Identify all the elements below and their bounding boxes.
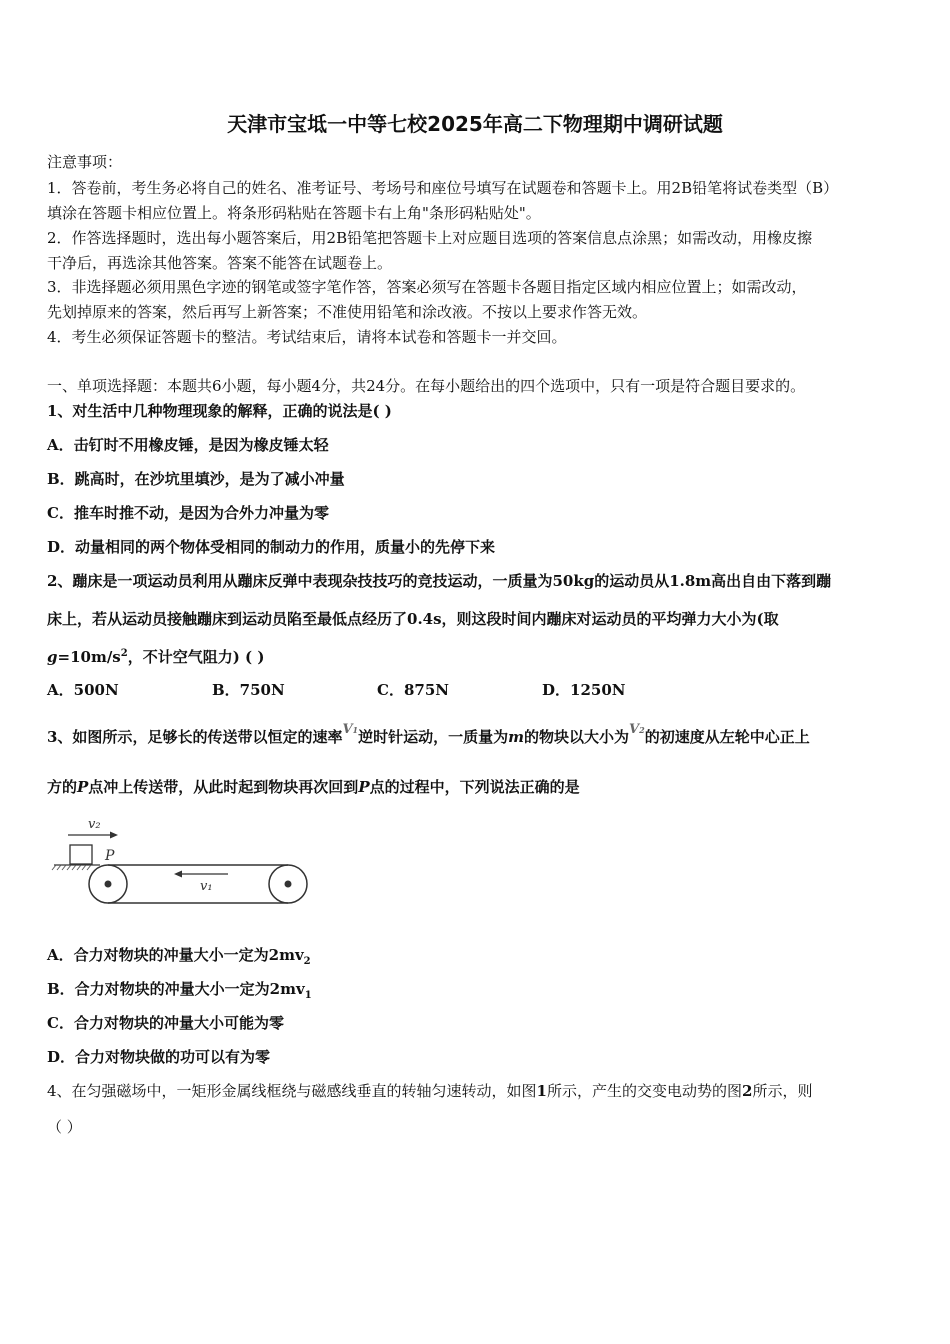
notice-line: 干净后，再选涂其他答案。答案不能答在试题卷上。 (47, 254, 393, 272)
v1-label: v₁ (200, 879, 213, 894)
v1-symbol: V1 (342, 722, 359, 737)
page-title: 天津市宝坻一中等七校2025年高二下物理期中调研试题 (227, 112, 723, 136)
q3-text: 逆时针运动，一质量为 (358, 728, 509, 746)
q2-option-a: A．500N (47, 681, 119, 699)
q1-option-a: A．击钉时不用橡皮锤，是因为橡皮锤太轻 (47, 436, 329, 454)
v1-arrowhead (174, 871, 182, 878)
m-symbol: m (508, 728, 525, 746)
q2-option-c: C．875N (377, 681, 449, 699)
g-symbol: g (47, 648, 58, 666)
v2-label: v₂ (88, 817, 101, 832)
question-3-line (47, 722, 810, 749)
question-1-stem: 1、对生活中几种物理现象的解释，正确的说法是( ) (47, 402, 392, 420)
question-4-line: 4、在匀强磁场中，一矩形金属线框绕与磁感线垂直的转轴匀速转动，如图1所示，产生的交变电动势的图2所示，则 (47, 1082, 813, 1100)
q1-option-c: C．推车时推不动，是因为合外力冲量为零 (47, 504, 329, 522)
left-wheel-axle (105, 881, 112, 888)
v2-arrowhead (110, 832, 118, 839)
right-wheel-axle (285, 881, 292, 888)
notice-line: 填涂在答题卡相应位置上。将条形码粘贴在答题卡右上角"条形码粘贴处"。 (47, 204, 541, 222)
notice-line: 先划掉原来的答案，然后再写上新答案；不准使用铅笔和涂改液。不按以上要求作答无效。 (47, 303, 648, 321)
notice-heading: 注意事项： (47, 153, 123, 171)
q3-option-d: D．合力对物块做的功可以有为零 (47, 1048, 271, 1066)
v2-symbol: V2 (629, 722, 645, 737)
ground-hatching (52, 865, 91, 870)
point-p-label: P (105, 848, 115, 864)
q3-text: 的初速度从左轮中心正上 (644, 728, 810, 746)
question-3-line: 方的P点冲上传送带，从此时起到物块再次回到P点的过程中，下列说法正确的是 (47, 778, 580, 796)
q3-text: 3、如图所示，足够长的传送带以恒定的速率 (47, 728, 343, 746)
q3-option-a: A．合力对物块的冲量大小一定为$2mv_2$ (47, 946, 311, 967)
q3-option-b: B．合力对物块的冲量大小一定为$2mv_1$ (47, 980, 312, 1001)
q1-option-d: D．动量相同的两个物体受相同的制动力的作用，质量小的先停下来 (47, 538, 496, 556)
q3-text: 的物块以大小为 (524, 728, 630, 746)
question-2-line: 床上，若从运动员接触蹦床到运动员陷至最低点经历了0.4s，则这段时间内蹦床对运动员的平均弹力大小为(取 (47, 610, 779, 628)
q2-option-d: D．1250N (542, 681, 626, 699)
question-2-line: 2、蹦床是一项运动员利用从蹦床反弹中表现杂技技巧的竞技运动，一质量为50kg的运动员从1.8m高出自由下落到蹦 (47, 572, 832, 590)
q2-tail: ，不计空气阻力) ( ) (127, 648, 265, 666)
q3-option-c: C．合力对物块的冲量大小可能为零 (47, 1014, 284, 1032)
conveyor-belt-figure (50, 808, 350, 918)
exponent: 2 (120, 648, 128, 659)
section-heading: 一、单项选择题：本题共6小题，每小题4分，共24分。在每小题给出的四个选项中，只有一项是符合题目要求的。 (47, 377, 806, 395)
notice-line: 1．答卷前，考生务必将自己的姓名、准考证号、考场号和座位号填写在试题卷和答题卡上。用2B铅笔将试卷类型（B） (47, 179, 839, 197)
notice-line: 2．作答选择题时，选出每小题答案后，用2B铅笔把答题卡上对应题目选项的答案信息点涂黑；如需改动，用橡皮擦 (47, 229, 813, 247)
question-2-line (47, 647, 264, 667)
notice-line: 4．考生必须保证答题卡的整洁。考试结束后，请将本试卷和答题卡一并交回。 (47, 328, 567, 346)
g-value: =10m/s (57, 648, 121, 666)
block (70, 845, 92, 864)
q2-option-b: B．750N (212, 681, 285, 699)
question-4-blank: （ ） (47, 1118, 82, 1136)
q1-option-b: B．跳高时，在沙坑里填沙，是为了减小冲量 (47, 470, 345, 488)
notice-line: 3．非选择题必须用黑色字迹的钢笔或签字笔作答，答案必须写在答题卡各题目指定区域内相应位置上；如需改动， (47, 278, 807, 296)
